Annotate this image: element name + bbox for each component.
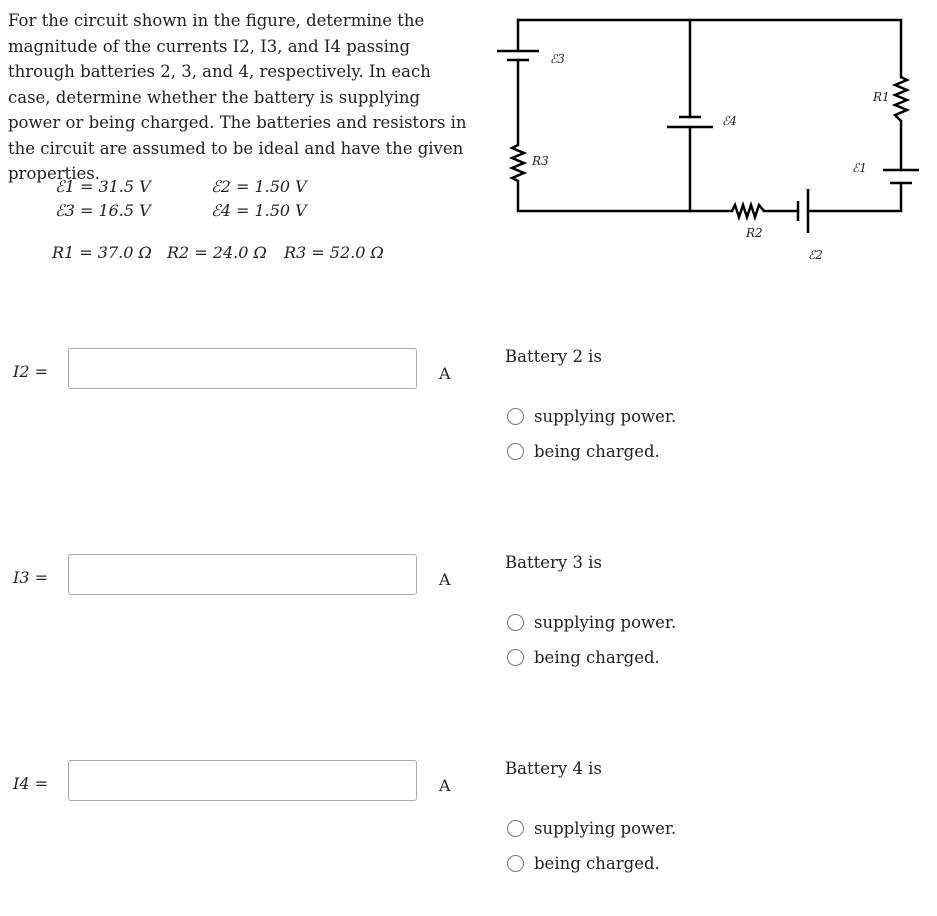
radio-button[interactable] (507, 649, 524, 666)
option-label: being charged. (534, 441, 660, 461)
figure-label-r2: R2 (746, 226, 763, 240)
given-r3: R3 = 52.0 Ω (284, 243, 384, 262)
battery-4-charged-option[interactable] (507, 852, 660, 874)
option-label: being charged. (534, 647, 660, 667)
i3-input[interactable] (68, 554, 417, 595)
given-e2: ℰ2 = 1.50 V (211, 177, 307, 196)
radio-button[interactable] (507, 820, 524, 837)
i4-unit: A (439, 776, 451, 795)
i3-label: I3 = (13, 568, 48, 587)
battery-4-supplying-option[interactable] (507, 817, 676, 839)
radio-button[interactable] (507, 408, 524, 425)
option-label: being charged. (534, 853, 660, 873)
given-e4: ℰ4 = 1.50 V (211, 201, 307, 220)
radio-button[interactable] (507, 443, 524, 460)
battery-3-question: Battery 3 is (505, 553, 602, 572)
radio-button[interactable] (507, 614, 524, 631)
figure-label-e3: ℰ3 (550, 52, 565, 66)
i4-label: I4 = (13, 774, 48, 793)
given-r2: R2 = 24.0 Ω (167, 243, 267, 262)
battery-2-supplying-option[interactable] (507, 405, 676, 427)
given-r1: R1 = 37.0 Ω (52, 243, 152, 262)
given-e3: ℰ3 = 16.5 V (55, 201, 151, 220)
figure-label-r3: R3 (532, 154, 549, 168)
i2-input[interactable] (68, 348, 417, 389)
i3-unit: A (439, 570, 451, 589)
figure-label-r1: R1 (873, 90, 890, 104)
i4-input[interactable] (68, 760, 417, 801)
battery-3-supplying-option[interactable] (507, 611, 676, 633)
figure-label-e2: ℰ2 (808, 248, 823, 262)
battery-2-question: Battery 2 is (505, 347, 602, 366)
problem-statement: For the circuit shown in the figure, determine the magnitude of the currents I2, I3, and I4 passing through batteries 2, 3, and 4, respectively. In each case, determine whether the battery is supplying power or being charged. The batteries and resistors in the circuit are assumed to be ideal and have the given properties. (8, 11, 467, 183)
figure-label-e1: ℰ1 (852, 161, 867, 175)
option-label: supplying power. (534, 406, 677, 426)
radio-button[interactable] (507, 855, 524, 872)
i2-unit: A (439, 364, 451, 383)
battery-3-charged-option[interactable] (507, 646, 660, 668)
battery-4-question: Battery 4 is (505, 759, 602, 778)
circuit-diagram (490, 5, 930, 280)
battery-2-charged-option[interactable] (507, 440, 660, 462)
figure-label-e4: ℰ4 (722, 114, 737, 128)
option-label: supplying power. (534, 612, 677, 632)
given-e1: ℰ1 = 31.5 V (55, 177, 151, 196)
option-label: supplying power. (534, 818, 677, 838)
i2-label: I2 = (13, 362, 48, 381)
